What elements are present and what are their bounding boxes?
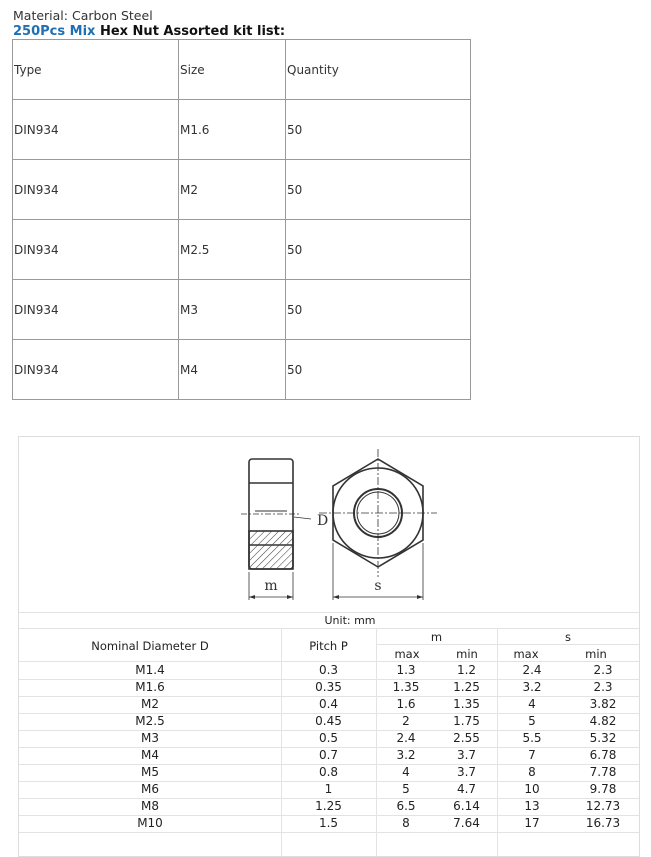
cell-quantity: 50 [286, 160, 471, 220]
cell-m-min: 3.7 [456, 765, 477, 779]
kit-table-header-row [13, 40, 471, 100]
table-row [19, 730, 639, 747]
cell-s-max: 7 [528, 748, 536, 762]
cell-nominal-diameter: M5 [141, 765, 159, 779]
cell-s-max: 8 [528, 765, 536, 779]
material-text: Material: Carbon Steel [13, 8, 153, 23]
cell-m-min: 3.7 [456, 748, 477, 762]
cell-m-max: 2 [402, 714, 410, 728]
cell-nominal-diameter: M6 [141, 782, 159, 796]
cell-size: M2 [179, 160, 286, 220]
table-row [19, 747, 639, 764]
cell-type: DIN934 [13, 280, 179, 340]
table-row [19, 713, 639, 730]
cell-s-max: 13 [524, 799, 540, 813]
cell-nominal-diameter: M1.4 [135, 663, 165, 677]
cell-type: DIN934 [13, 100, 179, 160]
cell-s-min: 5.32 [589, 731, 617, 745]
table-row [13, 100, 471, 160]
cell-nominal-diameter: M4 [141, 748, 159, 762]
cell-m-min: 1.35 [453, 697, 480, 711]
cell-nominal-diameter: M2 [141, 697, 159, 711]
cell-pitch: 0.3 [318, 663, 339, 677]
divider [376, 644, 639, 645]
subheader-m-max: max [394, 647, 420, 661]
unit-label: Unit: mm [324, 614, 376, 627]
cell-size: M2.5 [179, 220, 286, 280]
header-nominal-diameter: Nominal Diameter D [91, 639, 209, 653]
divider [19, 612, 639, 613]
cell-nominal-diameter: M3 [141, 731, 159, 745]
subheader-s-max: max [513, 647, 539, 661]
cell-m-min: 2.55 [453, 731, 480, 745]
table-row [13, 220, 471, 280]
cell-m-max: 8 [402, 816, 410, 830]
cell-m-max: 2.4 [396, 731, 416, 745]
hex-nut-spec-panel [18, 436, 640, 857]
cell-m-min: 6.14 [453, 799, 480, 813]
cell-m-max: 5 [402, 782, 410, 796]
table-row [19, 679, 639, 696]
cell-m-min: 1.25 [453, 680, 480, 694]
cell-size: M4 [179, 340, 286, 400]
cell-s-max: 5.5 [522, 731, 542, 745]
cell-m-min: 7.64 [453, 816, 480, 830]
cell-s-max: 2.4 [522, 663, 542, 677]
cell-s-min: 12.73 [585, 799, 621, 813]
cell-s-min: 6.78 [589, 748, 617, 762]
cell-pitch: 0.7 [318, 748, 339, 762]
cell-nominal-diameter: M8 [141, 799, 159, 813]
table-row [13, 160, 471, 220]
subheader-s-min: min [585, 647, 607, 661]
cell-pitch: 0.5 [318, 731, 339, 745]
drawing-label-s: s [374, 578, 382, 594]
header-quantity: Quantity [286, 40, 471, 100]
cell-pitch: 0.8 [318, 765, 339, 779]
cell-quantity: 50 [286, 220, 471, 280]
cell-nominal-diameter: M10 [137, 816, 163, 830]
cell-pitch: 0.45 [315, 714, 342, 728]
cell-quantity: 50 [286, 100, 471, 160]
cell-pitch: 1 [324, 782, 333, 796]
cell-size: M3 [179, 280, 286, 340]
kit-list-table [12, 39, 471, 400]
header-m: m [430, 630, 443, 644]
subheader-m-min: min [456, 647, 478, 661]
cell-s-min: 16.73 [585, 816, 621, 830]
cell-nominal-diameter: M1.6 [135, 680, 165, 694]
cell-pitch: 0.35 [315, 680, 342, 694]
cell-s-max: 4 [528, 697, 536, 711]
cell-s-max: 17 [524, 816, 540, 830]
cell-m-max: 1.3 [396, 663, 416, 677]
cell-quantity: 50 [286, 340, 471, 400]
header-pitch: Pitch P [309, 639, 348, 653]
header-type: Type [13, 40, 179, 100]
divider [19, 832, 639, 833]
header-size: Size [179, 40, 286, 100]
cell-type: DIN934 [13, 160, 179, 220]
cell-m-max: 1.35 [392, 680, 420, 694]
cell-s-min: 4.82 [589, 714, 617, 728]
table-row [13, 340, 471, 400]
divider [19, 628, 639, 629]
cell-m-min: 4.7 [456, 782, 477, 796]
cell-s-min: 2.3 [593, 680, 613, 694]
cell-type: DIN934 [13, 220, 179, 280]
cell-s-max: 3.2 [522, 680, 542, 694]
table-row [19, 781, 639, 798]
cell-m-min: 1.75 [453, 714, 480, 728]
table-row [19, 696, 639, 713]
cell-pitch: 0.4 [318, 697, 339, 711]
cell-nominal-diameter: M2.5 [135, 714, 165, 728]
kit-count-accent: 250Pcs Mix [13, 24, 96, 39]
cell-s-max: 5 [528, 714, 536, 728]
hex-nut-technical-drawing [19, 437, 639, 617]
header-s: s [565, 630, 571, 644]
cell-quantity: 50 [286, 280, 471, 340]
cell-m-max: 6.5 [396, 799, 416, 813]
kit-title-rest: Hex Nut Assorted kit list: [95, 24, 286, 39]
cell-s-min: 3.82 [589, 697, 617, 711]
cell-m-max: 3.2 [396, 748, 416, 762]
cell-type: DIN934 [13, 340, 179, 400]
drawing-label-m: m [264, 578, 278, 594]
kit-list-title [13, 24, 285, 39]
table-row [19, 815, 639, 832]
drawing-label-d: D [317, 513, 329, 529]
table-row [19, 662, 639, 679]
cell-s-max: 10 [524, 782, 540, 796]
cell-m-max: 4 [402, 765, 410, 779]
cell-s-min: 7.78 [589, 765, 617, 779]
table-row [19, 764, 639, 781]
cell-s-min: 2.3 [593, 663, 613, 677]
cell-pitch: 1.5 [318, 816, 339, 830]
cell-pitch: 1.25 [315, 799, 342, 813]
cell-s-min: 9.78 [589, 782, 617, 796]
cell-m-min: 1.2 [456, 663, 477, 677]
cell-size: M1.6 [179, 100, 286, 160]
table-row [19, 798, 639, 815]
cell-m-max: 1.6 [396, 697, 416, 711]
table-row [13, 280, 471, 340]
